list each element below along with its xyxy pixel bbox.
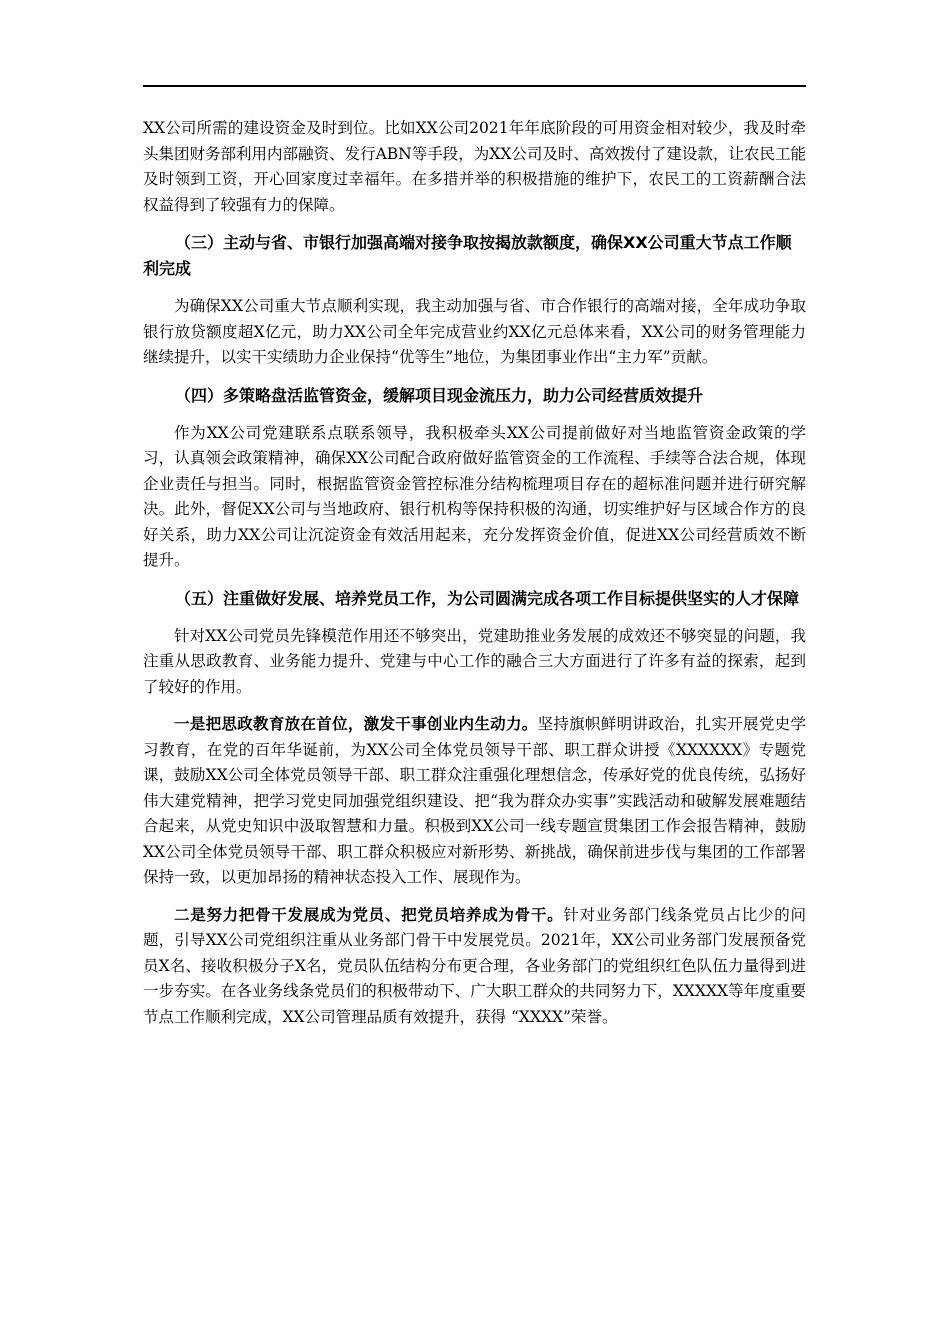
point-2-lead: 二是努力把骨干发展成为党员、把党员培养成为骨干。	[174, 905, 564, 924]
document-body	[143, 116, 806, 1042]
paragraph-section-3: 为确保XX公司重大节点顺利实现，我主动加强与省、市合作银行的高端对接，全年成功争取银行放贷额度超X亿元，助力XX公司全年完成营业约XX亿元总体来看，XX公司的财务管理能力继续提升，以实干实绩助力企业保持“优等生”地位，为集团事业作出“主力军”贡献。	[143, 297, 806, 366]
section-heading-3: （三）主动与省、市银行加强高端对接争取按揭放款额度，确保XX公司重大节点工作顺利完成	[143, 233, 792, 278]
paragraph-continuation: XX公司所需的建设资金及时到位。比如XX公司2021年年底阶段的可用资金相对较少，我及时牵头集团财务部利用内部融资、发行ABN等手段，为XX公司及时、高效拨付了建设款，让农民工能及时领到工资，开心回家度过幸福年。在多措并举的积极措施的维护下，农民工的工资薪酬合法权益得到了较强有力的保障。	[143, 119, 806, 214]
paragraph-section-4: 作为XX公司党建联系点联系领导，我积极牵头XX公司提前做好对当地监管资金政策的学习，认真领会政策精神，确保XX公司配合政府做好监管资金的工作流程、手续等合法合规，体现企业责任与担当。同时，根据监管资金管控标准分结构梳理项目存在的超标准问题并进行研究解决。此外，督促XX公司与当地政府、银行机构等保持积极的沟通，切实维护好与区域合作方的良好关系，助力XX公司让沉淀资金有效活用起来，充分发挥资金价值，促进XX公司经营质效不断提升。	[143, 423, 806, 569]
header-rule	[143, 85, 806, 87]
section-heading-4: （四）多策略盘活监管资金，缓解项目现金流压力，助力公司经营质效提升	[175, 385, 704, 405]
paragraph-point-2	[143, 903, 806, 1031]
paragraph-point-1	[143, 712, 806, 891]
point-1-lead: 一是把思政教育放在首位，激发干事创业内生动力。	[174, 715, 538, 733]
point-2-body: 针对业务部门线条党员占比少的问题，引导XX公司党组织注重从业务部门骨干中发展党员。2021年，XX公司业务部门发展预备党员X名、接收积极分子X名，党员队伍结构分布更合理，各业务部门的党组织红色队伍力量得到进一步夯实。在各业务线条党员们的积极带动下、广大职工群众的共同努力下，XXXXX等年度重要节点工作顺利完成，XX公司管理品质有效提升，获得 “XXXX”荣誉。	[143, 905, 806, 1026]
section-heading-5: （五）注重做好发展、培养党员工作，为公司圆满完成各项工作目标提供坚实的人才保障	[175, 588, 800, 608]
point-1-body: 坚持旗帜鲜明讲政治，扎实开展党史学习教育，在党的百年华诞前，为XX公司全体党员领导干部、职工群众讲授《XXXXXX》专题党课，鼓励XX公司全体党员领导干部、职工群众注重强化理想信念，传承好党的优良传统，弘扬好伟大建党精神，把学习党史同加强党组织建设、把“我为群众办实事”实践活动和破解发展难题结合起来，从党史知识中汲取智慧和力量。积极到XX公司一线专题宣贯集团工作会报告精神，鼓励XX公司全体党员领导干部、职工群众积极应对新形势、新挑战，确保前进步伐与集团的工作部署保持一致，以更加昂扬的精神状态投入工作、展现作为。	[143, 715, 806, 886]
paragraph-section-5: 针对XX公司党员先锋模范作用还不够突出，党建助推业务发展的成效还不够突显的问题，我注重从思政教育、业务能力提升、党建与中心工作的融合三大方面进行了许多有益的探索，起到了较好的作用。	[143, 626, 806, 696]
